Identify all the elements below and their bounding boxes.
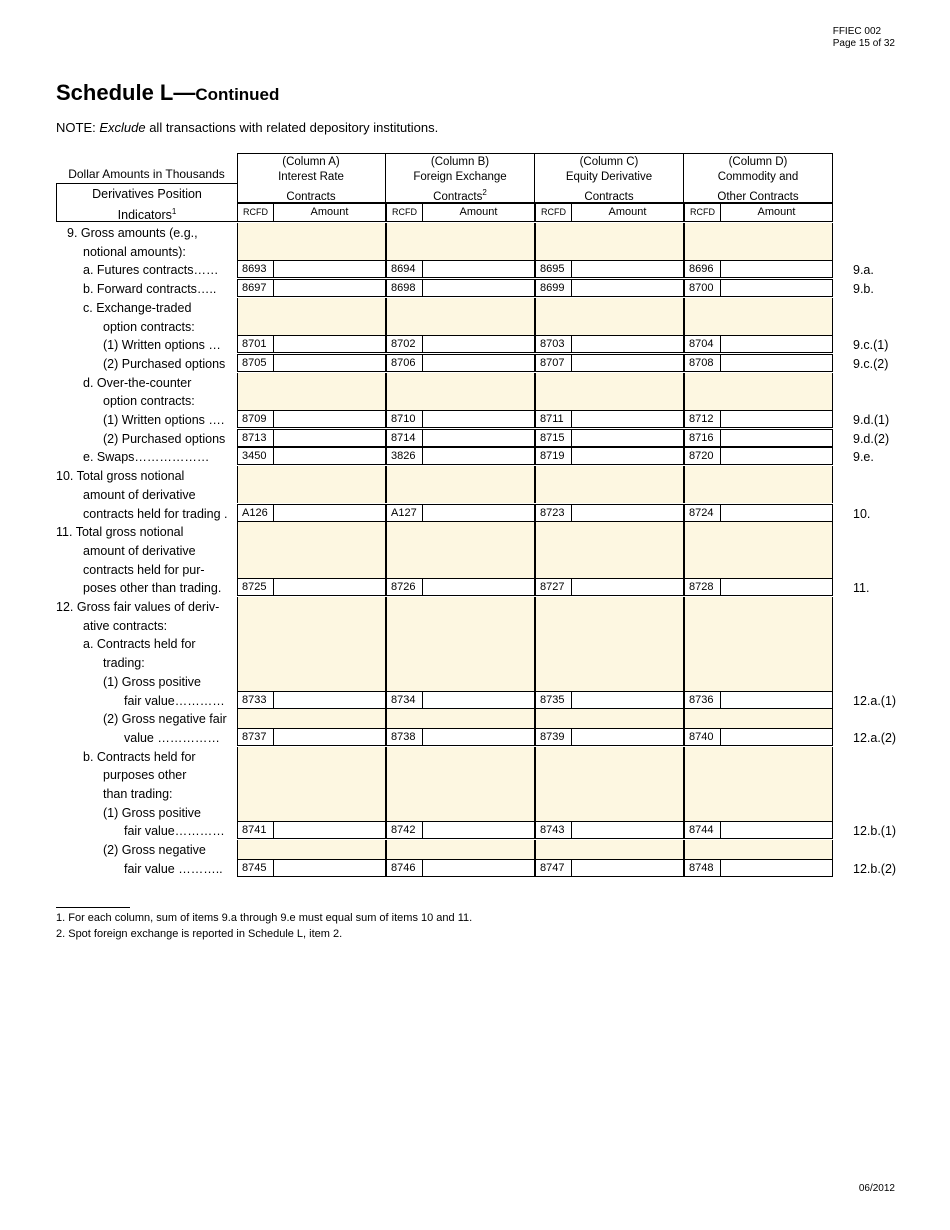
item-label: amount of derivative	[83, 543, 196, 558]
rcfd-code: 8736	[684, 691, 721, 709]
item-reference: 10.	[853, 506, 871, 521]
item-label: fair value…………	[124, 693, 225, 708]
amount-field[interactable]	[572, 354, 684, 372]
amount-field[interactable]	[721, 859, 833, 877]
column-header-line1: (Column D)	[728, 156, 788, 168]
column-header-line3: Other Contracts	[717, 190, 799, 203]
shaded-area	[237, 223, 386, 260]
item-reference: 12.b.(1)	[853, 824, 897, 839]
rcfd-code: 8715	[535, 429, 572, 447]
rcfd-code: 8696	[684, 260, 721, 278]
item-label: 12. Gross fair values of deriv-	[56, 600, 220, 614]
rcfd-code: 8693	[237, 260, 274, 278]
shaded-area	[386, 223, 535, 260]
revision-date: 06/2012	[858, 1183, 895, 1194]
footnote-1: 1. For each column, sum of items 9.a through 9.e must equal sum of items 10 and 11.	[56, 912, 473, 924]
shaded-area	[237, 709, 386, 728]
amount-field[interactable]	[572, 429, 684, 447]
item-label: a. Contracts held for	[83, 637, 196, 652]
rcfd-code: 8707	[535, 354, 572, 372]
amount-field[interactable]	[572, 728, 684, 746]
amount-field[interactable]	[721, 447, 833, 465]
amount-field[interactable]	[274, 859, 386, 877]
form-id: FFIEC 002	[832, 26, 882, 37]
amount-subheader: Amount	[572, 203, 684, 222]
shaded-area	[535, 522, 684, 578]
footnote-rule	[56, 907, 130, 908]
item-label: d. Over-the-counter	[83, 375, 192, 390]
item-reference: 9.d.(2)	[853, 431, 890, 446]
rcfd-code: 8694	[386, 260, 423, 278]
column-header-line3: Contracts	[584, 190, 634, 203]
item-label: (1) Gross positive	[103, 674, 201, 689]
rcfd-code: 8724	[684, 504, 721, 522]
amount-field[interactable]	[423, 279, 535, 297]
item-reference: 9.c.(1)	[853, 338, 889, 353]
amount-field[interactable]	[572, 859, 684, 877]
item-label: option contracts:	[103, 394, 195, 409]
amount-field[interactable]	[572, 279, 684, 297]
amount-field[interactable]	[572, 447, 684, 465]
shaded-area	[237, 466, 386, 503]
rcfd-code: 8740	[684, 728, 721, 746]
dollar-amounts-header: Dollar Amounts in Thousands	[68, 167, 225, 181]
amount-subheader: Amount	[274, 203, 386, 222]
rcfd-code: 8711	[535, 410, 572, 428]
rcfd-code: 8734	[386, 691, 423, 709]
item-reference: 12.a.(1)	[853, 693, 897, 708]
rcfd-code: 8701	[237, 335, 274, 353]
shaded-area	[237, 373, 386, 410]
column-header-line1: (Column A)	[282, 156, 340, 168]
item-reference: 9.b.	[853, 282, 874, 297]
amount-field[interactable]	[572, 504, 684, 522]
amount-field[interactable]	[721, 728, 833, 746]
amount-field[interactable]	[423, 447, 535, 465]
amount-field[interactable]	[274, 429, 386, 447]
item-label: value ……………	[124, 730, 220, 745]
item-reference: 9.a.	[853, 263, 874, 278]
amount-field[interactable]	[423, 429, 535, 447]
shaded-area	[535, 223, 684, 260]
amount-field[interactable]	[572, 335, 684, 353]
column-header	[237, 153, 386, 203]
item-label: 9. Gross amounts (e.g.,	[67, 226, 198, 240]
amount-field[interactable]	[423, 335, 535, 353]
column-header-line1: (Column B)	[430, 156, 490, 168]
item-label: poses other than trading.	[83, 581, 222, 596]
rcfd-code: 8733	[237, 691, 274, 709]
shaded-area	[386, 373, 535, 410]
column-header	[386, 153, 535, 203]
item-label: contracts held for trading .	[83, 506, 228, 521]
item-label: (2) Purchased options	[103, 431, 226, 446]
item-label: fair value ………..	[124, 861, 223, 876]
column-header-line2: Commodity and	[717, 171, 799, 183]
shaded-area	[535, 840, 684, 859]
amount-field[interactable]	[423, 821, 535, 839]
item-label: contracts held for pur-	[83, 562, 205, 577]
shaded-area	[237, 747, 386, 822]
rcfd-code: 8723	[535, 504, 572, 522]
rcfd-subheader: RCFD	[237, 203, 274, 222]
derivatives-position-header	[56, 183, 237, 222]
rcfd-code: 8708	[684, 354, 721, 372]
rcfd-code: 8702	[386, 335, 423, 353]
rcfd-code: 8700	[684, 279, 721, 297]
rcfd-code: 8738	[386, 728, 423, 746]
item-reference: 12.a.(2)	[853, 730, 897, 745]
amount-field[interactable]	[721, 504, 833, 522]
form-header	[833, 26, 895, 50]
rcfd-code: 3450	[237, 447, 274, 465]
rcfd-code: 8699	[535, 279, 572, 297]
shaded-area	[237, 298, 386, 335]
rcfd-subheader: RCFD	[386, 203, 423, 222]
item-label: (2) Gross negative fair	[103, 712, 227, 727]
shaded-area	[684, 522, 833, 578]
deriv-header-line2: Indicators	[117, 208, 172, 223]
rcfd-code: 3826	[386, 447, 423, 465]
shaded-area	[684, 709, 833, 728]
shaded-area	[386, 709, 535, 728]
shaded-area	[535, 747, 684, 822]
rcfd-code: 8698	[386, 279, 423, 297]
amount-field[interactable]	[423, 354, 535, 372]
shaded-area	[684, 373, 833, 410]
rcfd-code: 8737	[237, 728, 274, 746]
amount-field[interactable]	[572, 691, 684, 709]
page-number: Page 15 of 32	[832, 38, 895, 49]
shaded-area	[684, 747, 833, 822]
item-reference: 9.e.	[853, 450, 874, 465]
shaded-area	[535, 709, 684, 728]
item-label: (1) Gross positive	[103, 805, 201, 820]
rcfd-code: 8725	[237, 578, 274, 596]
amount-field[interactable]	[423, 410, 535, 428]
item-label: b. Forward contracts…..	[83, 282, 217, 297]
shaded-area	[535, 373, 684, 410]
rcfd-code: 8746	[386, 859, 423, 877]
amount-field[interactable]	[572, 410, 684, 428]
amount-field[interactable]	[721, 335, 833, 353]
item-label: (1) Written options ….	[103, 413, 225, 427]
rcfd-code: 8727	[535, 578, 572, 596]
rcfd-code: 8744	[684, 821, 721, 839]
amount-field[interactable]	[274, 821, 386, 839]
shaded-area	[684, 597, 833, 691]
item-label: (2) Gross negative	[103, 843, 206, 858]
rcfd-code: 8728	[684, 578, 721, 596]
amount-field[interactable]	[721, 691, 833, 709]
rcfd-code: 8745	[237, 859, 274, 877]
rcfd-subheader: RCFD	[684, 203, 721, 222]
item-label: ative contracts:	[83, 618, 168, 633]
item-label: 11. Total gross notional	[56, 525, 184, 540]
column-header	[535, 153, 684, 203]
rcfd-code: 8735	[535, 691, 572, 709]
amount-field[interactable]	[274, 354, 386, 372]
item-reference: 9.c.(2)	[853, 356, 889, 371]
amount-field[interactable]	[721, 410, 833, 428]
rcfd-code: 8716	[684, 429, 721, 447]
item-label: (2) Purchased options	[103, 356, 226, 371]
rcfd-code: 8703	[535, 335, 572, 353]
amount-field[interactable]	[274, 728, 386, 746]
shaded-area	[684, 840, 833, 859]
amount-field[interactable]	[423, 728, 535, 746]
amount-field[interactable]	[274, 279, 386, 297]
amount-field[interactable]	[423, 859, 535, 877]
item-label: 10. Total gross notional	[56, 469, 185, 484]
amount-field[interactable]	[572, 821, 684, 839]
shaded-area	[386, 466, 535, 503]
shaded-area	[535, 298, 684, 335]
deriv-header-line1: Derivatives Position	[92, 187, 202, 201]
amount-field[interactable]	[572, 578, 684, 596]
shaded-area	[386, 298, 535, 335]
column-header-sup: 2	[482, 188, 487, 197]
title-main: Schedule L—	[56, 80, 196, 105]
amount-field[interactable]	[274, 691, 386, 709]
rcfd-code: 8714	[386, 429, 423, 447]
amount-field[interactable]	[423, 578, 535, 596]
item-label: purposes other	[103, 768, 187, 783]
amount-field[interactable]	[572, 260, 684, 278]
amount-field[interactable]	[721, 429, 833, 447]
shaded-area	[386, 597, 535, 691]
item-label: c. Exchange-traded	[83, 300, 192, 315]
shaded-area	[535, 597, 684, 691]
shaded-area	[237, 597, 386, 691]
shaded-area	[684, 223, 833, 260]
amount-field[interactable]	[721, 279, 833, 297]
amount-field[interactable]	[274, 410, 386, 428]
item-label: than trading:	[103, 787, 173, 801]
rcfd-code: 8706	[386, 354, 423, 372]
rcfd-code: 8697	[237, 279, 274, 297]
amount-field[interactable]	[721, 578, 833, 596]
column-header-line2: Foreign Exchange	[413, 171, 507, 183]
rcfd-code: 8741	[237, 821, 274, 839]
item-reference: 9.d.(1)	[853, 413, 890, 427]
item-label: trading:	[103, 656, 145, 671]
page-title	[56, 80, 279, 106]
amount-field[interactable]	[423, 691, 535, 709]
rcfd-code: 8709	[237, 410, 274, 428]
item-label: e. Swaps………………	[83, 450, 210, 465]
shaded-area	[684, 466, 833, 503]
column-header-line2: Interest Rate	[278, 171, 344, 183]
rcfd-code: 8747	[535, 859, 572, 877]
footnote-2: 2. Spot foreign exchange is reported in Schedule L, item 2.	[56, 928, 343, 940]
column-header-line3: Contracts	[286, 190, 336, 203]
shaded-area	[386, 747, 535, 822]
amount-field[interactable]	[274, 447, 386, 465]
column-header-line1: (Column C)	[579, 156, 639, 168]
note	[56, 120, 438, 135]
rcfd-code: 8726	[386, 578, 423, 596]
amount-field[interactable]	[274, 504, 386, 522]
item-reference: 11.	[853, 581, 870, 596]
amount-field[interactable]	[274, 260, 386, 278]
rcfd-code: 8710	[386, 410, 423, 428]
rcfd-code: 8704	[684, 335, 721, 353]
rcfd-code: 8742	[386, 821, 423, 839]
shaded-area	[386, 522, 535, 578]
column-header-line2: Equity Derivative	[565, 171, 653, 183]
column-header-line3: Contracts$^2$	[433, 188, 487, 203]
column-header	[684, 153, 833, 203]
note-prefix: NOTE:	[56, 120, 100, 135]
rcfd-code: 8748	[684, 859, 721, 877]
amount-field[interactable]	[274, 335, 386, 353]
deriv-header-sup: 1	[171, 207, 177, 216]
item-label: b. Contracts held for	[83, 749, 196, 764]
amount-field[interactable]	[423, 260, 535, 278]
amount-field[interactable]	[721, 354, 833, 372]
title-continued: Continued	[195, 85, 280, 104]
item-reference: 12.b.(2)	[853, 861, 897, 876]
amount-field[interactable]	[721, 260, 833, 278]
amount-field[interactable]	[721, 821, 833, 839]
item-label: option contracts:	[103, 319, 195, 334]
item-label: fair value…………	[124, 824, 225, 839]
rcfd-code: A126	[237, 504, 274, 522]
item-label: (1) Written options …	[103, 338, 221, 353]
rcfd-code: 8712	[684, 410, 721, 428]
rcfd-code: 8719	[535, 447, 572, 465]
amount-subheader: Amount	[721, 203, 833, 222]
rcfd-code: 8743	[535, 821, 572, 839]
shaded-area	[237, 840, 386, 859]
rcfd-code: A127	[386, 504, 423, 522]
note-text: all transactions with related depository institutions.	[145, 120, 439, 135]
rcfd-code: 8739	[535, 728, 572, 746]
shaded-area	[535, 466, 684, 503]
note-emphasis: Exclude	[99, 120, 146, 135]
item-label: a. Futures contracts……	[83, 263, 219, 278]
shaded-area	[386, 840, 535, 859]
item-label: notional amounts):	[83, 244, 186, 259]
rcfd-code: 8695	[535, 260, 572, 278]
shaded-area	[237, 522, 386, 578]
amount-subheader: Amount	[423, 203, 535, 222]
amount-field[interactable]	[274, 578, 386, 596]
shaded-area	[684, 298, 833, 335]
rcfd-code: 8713	[237, 429, 274, 447]
amount-field[interactable]	[423, 504, 535, 522]
rcfd-code: 8705	[237, 354, 274, 372]
item-label: amount of derivative	[83, 487, 196, 502]
rcfd-code: 8720	[684, 447, 721, 465]
rcfd-subheader: RCFD	[535, 203, 572, 222]
